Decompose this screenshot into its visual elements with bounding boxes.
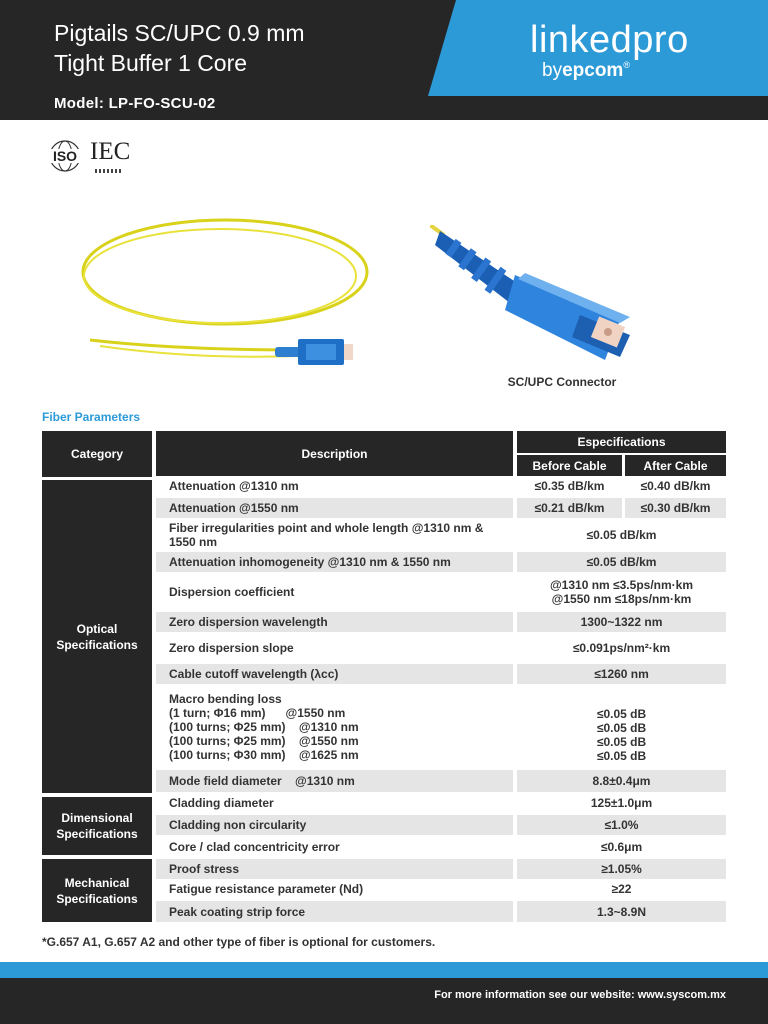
- row-9-description-line-3: (100 turns; Φ25 mm) @1310 nm: [169, 720, 359, 734]
- table-row-description: [156, 859, 513, 879]
- pigtail-cable-image: [70, 200, 390, 380]
- row-4-description: Attenuation inhomogeneity @1310 nm & 1550 nm: [169, 555, 451, 569]
- table-row-description: [156, 634, 513, 662]
- header-description: Description: [156, 431, 513, 477]
- category-mechanical-line-2: Specifications: [56, 891, 138, 906]
- category-dimensional-line-1: Dimensional: [61, 811, 133, 825]
- row-9-description-line-1: Macro bending loss: [169, 692, 282, 706]
- connector-caption: SC/UPC Connector: [507, 375, 617, 389]
- row-5-description: Dispersion coefficient: [169, 585, 295, 599]
- table-row-description: [156, 476, 513, 496]
- header-especifications: Especifications: [517, 431, 726, 453]
- header-before-cable: Before Cable: [517, 455, 622, 477]
- sc-upc-connector-image: [430, 225, 670, 365]
- row-13-spec: ≤0.6μm: [517, 837, 726, 857]
- brand-subline: [542, 60, 630, 82]
- footnote: *G.657 A1, G.657 A2 and other type of fiber is optional for customers.: [42, 935, 436, 949]
- row-9-description-line-5: (100 turns; Φ30 mm) @1625 nm: [169, 748, 359, 762]
- title-line-1: Pigtails SC/UPC 0.9 mm: [54, 20, 305, 46]
- category-optical-line-2: Specifications: [56, 637, 138, 652]
- row-10-description: Mode field diameter @1310 nm: [169, 774, 355, 788]
- row-9-spec-line-1: ≤0.05 dB: [596, 707, 647, 721]
- category-dimensional-line-2: Specifications: [56, 827, 138, 841]
- model-number: Model: LP-FO-SCU-02: [54, 95, 216, 112]
- page-title: [54, 18, 305, 78]
- iso-logo: [43, 140, 87, 172]
- row-1-description: Attenuation @1310 nm: [169, 479, 299, 493]
- brand-epcom: epcom: [562, 60, 624, 81]
- row-15-description: Fatigue resistance parameter (Nd): [169, 882, 364, 896]
- category-mechanical: [42, 859, 152, 922]
- row-9-spec-line-3: ≤0.05 dB: [596, 735, 647, 749]
- table-row-description: [156, 664, 513, 684]
- table-row-description: [156, 498, 513, 518]
- iec-logo: IEC: [90, 138, 131, 165]
- category-mechanical-line-1: Mechanical: [64, 875, 130, 890]
- footer-bar: [0, 978, 768, 1024]
- row-8-spec: ≤1260 nm: [517, 664, 726, 684]
- title-line-2: Tight Buffer 1 Core: [54, 50, 248, 76]
- brand-by: by: [542, 60, 563, 81]
- table-row-description: [156, 901, 513, 922]
- row-16-spec: 1.3~8.9N: [517, 901, 726, 922]
- category-optical-line-1: Optical: [76, 621, 118, 636]
- table-row-description: [156, 574, 513, 610]
- row-16-description: Peak coating strip force: [169, 904, 306, 919]
- row-2-before: ≤0.21 dB/km: [517, 498, 622, 518]
- row-7-spec: ≤0.091ps/nm²·km: [517, 634, 726, 662]
- brand-logo: [530, 19, 689, 81]
- row-11-description: Cladding diameter: [169, 796, 274, 810]
- section-heading-fiber-parameters: Fiber Parameters: [42, 410, 141, 424]
- table-row-description: [156, 552, 513, 572]
- header-category: Category: [42, 431, 152, 477]
- row-9-description-line-4: (100 turns; Φ25 mm) @1550 nm: [169, 734, 359, 748]
- row-11-spec: 125±1.0μm: [517, 793, 726, 813]
- row-8-description: Cable cutoff wavelength (λcc): [169, 667, 339, 681]
- table-row-description: [156, 770, 513, 792]
- table-row-description: [156, 612, 513, 632]
- table-row-description: [156, 793, 513, 813]
- row-3-description-line-2: 1550 nm: [169, 535, 218, 549]
- row-5-spec: [517, 574, 726, 610]
- row-1-after: ≤0.40 dB/km: [625, 476, 726, 496]
- table-row-description: [156, 879, 513, 899]
- row-3-description-line-1: Fiber irregularities point and whole length @1310 nm &: [169, 521, 484, 535]
- row-9-description-line-2: (1 turn; Φ16 mm) @1550 nm: [169, 706, 346, 720]
- iso-logo-text: ISO: [52, 148, 78, 164]
- brand-name: linkedpro: [530, 19, 689, 61]
- row-12-spec: ≤1.0%: [517, 815, 726, 835]
- row-1-before: ≤0.35 dB/km: [517, 476, 622, 496]
- row-12-description: Cladding non circularity: [169, 818, 307, 832]
- category-dimensional: [42, 797, 152, 855]
- header-after-cable: After Cable: [625, 455, 726, 477]
- row-14-spec: ≥1.05%: [517, 859, 726, 879]
- row-5-spec-line-2: @1550 nm ≤18ps/nm·km: [551, 592, 692, 606]
- footer-website-text: For more information see our website: www.syscom.mx: [434, 989, 726, 1001]
- category-optical: [42, 480, 152, 793]
- table-row-description: [156, 815, 513, 835]
- row-13-description: Core / clad concentricity error: [169, 840, 340, 854]
- iec-logo-dots: [95, 169, 121, 173]
- row-6-spec: 1300~1322 nm: [517, 612, 726, 632]
- row-9-spec-line-2: ≤0.05 dB: [596, 721, 647, 735]
- row-9-spec: [517, 686, 726, 768]
- row-7-description: Zero dispersion slope: [169, 641, 294, 655]
- row-2-description: Attenuation @1550 nm: [169, 501, 299, 515]
- brand-registered: ®: [623, 60, 630, 70]
- table-row-description: [156, 837, 513, 857]
- row-4-spec: ≤0.05 dB/km: [517, 552, 726, 572]
- row-15-spec: ≥22: [517, 879, 726, 899]
- row-10-spec: 8.8±0.4μm: [517, 770, 726, 792]
- row-2-after: ≤0.30 dB/km: [625, 498, 726, 518]
- table-row-description: [156, 520, 513, 550]
- row-5-spec-line-1: @1310 nm ≤3.5ps/nm·km: [549, 578, 693, 592]
- row-6-description: Zero dispersion wavelength: [169, 615, 328, 629]
- row-9-spec-line-4: ≤0.05 dB: [596, 749, 647, 763]
- row-14-description: Proof stress: [169, 862, 240, 876]
- row-3-spec: ≤0.05 dB/km: [517, 520, 726, 550]
- table-row-description: [156, 686, 513, 768]
- footer-accent-bar: [0, 962, 768, 978]
